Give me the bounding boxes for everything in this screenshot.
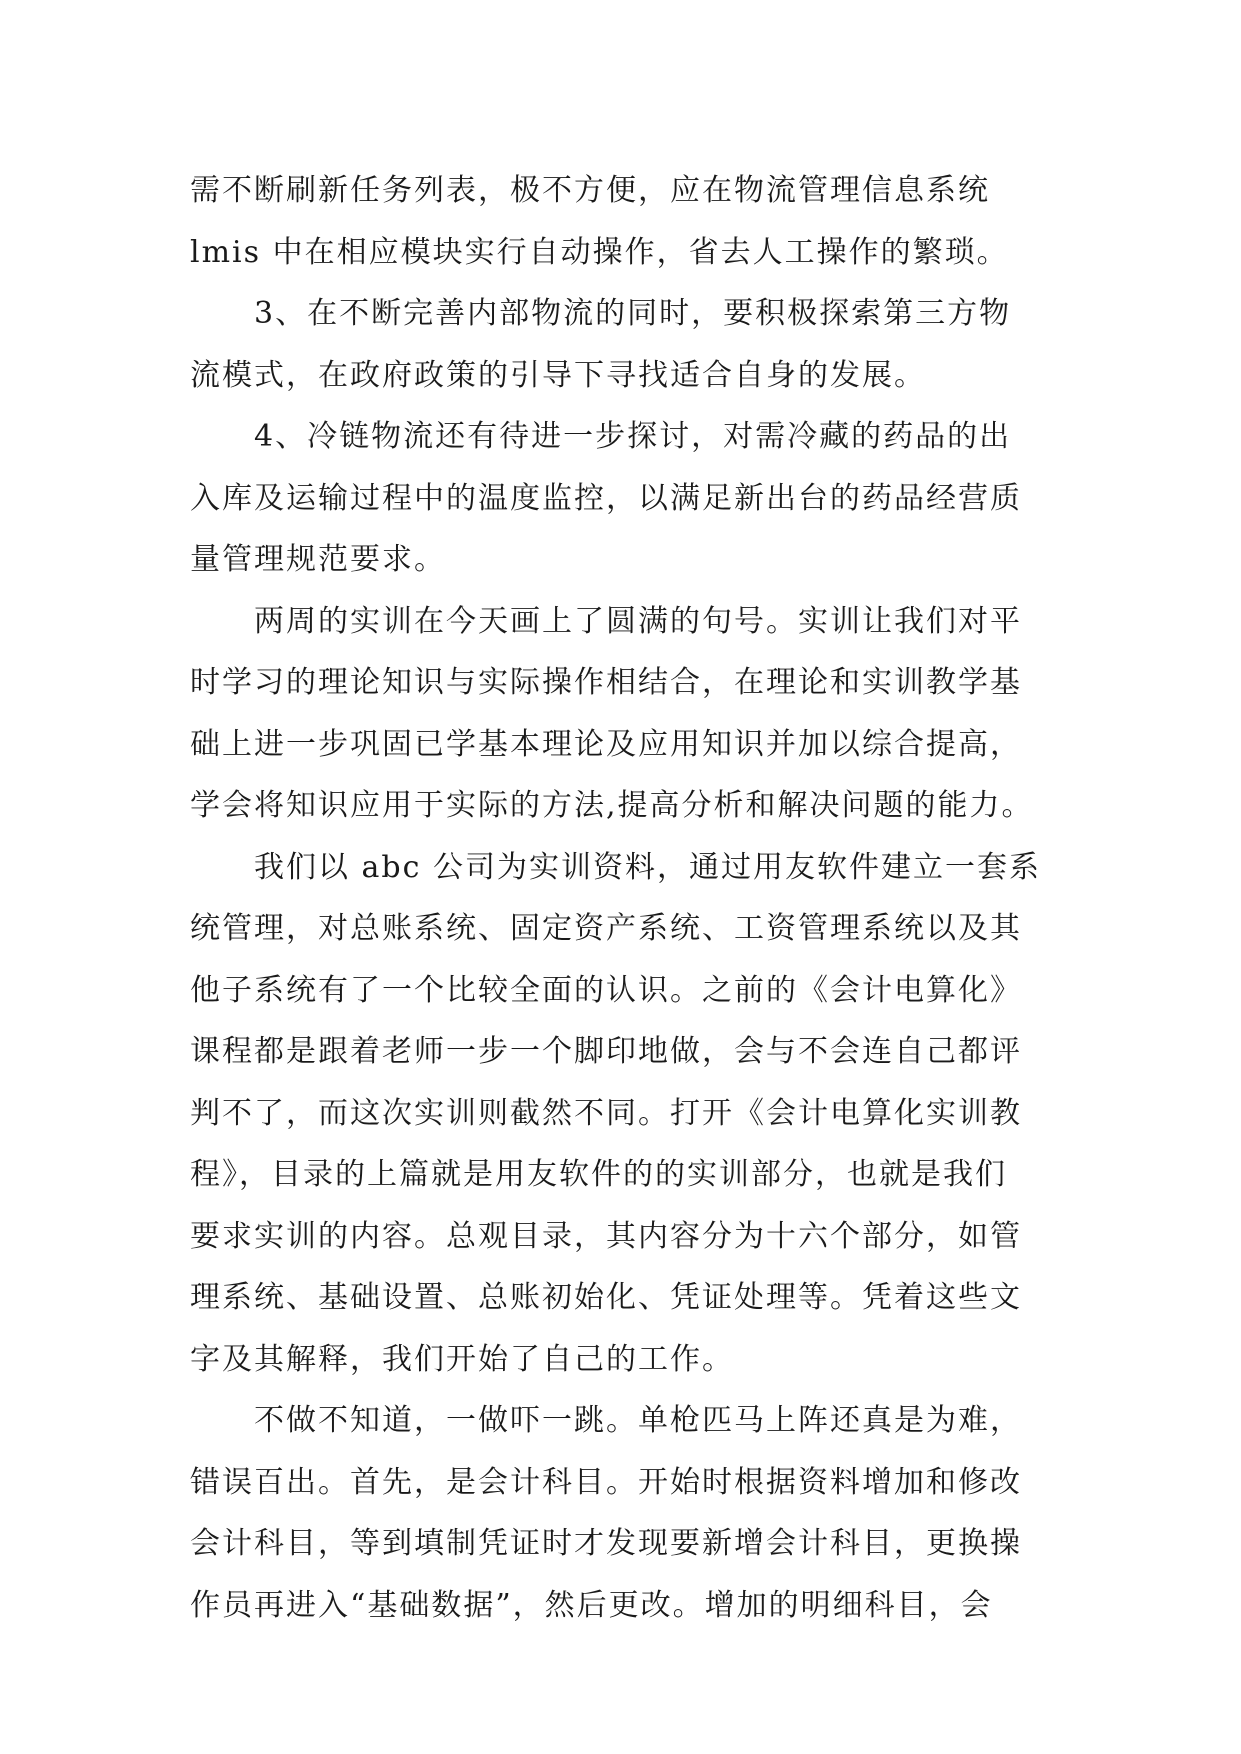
text-line: 要求实训的内容。总观目录，其内容分为十六个部分，如管 [190, 1218, 1022, 1254]
text-line: 4、冷链物流还有待进一步探讨，对需冷藏的药品的出 [254, 419, 1012, 454]
text-line: lmis 中在相应模块实行自动操作，省去人工操作的繁琐。 [190, 234, 1009, 270]
text-line: 理系统、基础设置、总账初始化、凭证处理等。凭着这些文 [190, 1280, 1022, 1315]
text-line: 程》，目录的上篇就是用友软件的的实训部分，也就是我们 [190, 1157, 1007, 1192]
text-line: 入库及运输过程中的温度监控，以满足新出台的药品经营质 [190, 480, 1022, 516]
text-line: 3、在不断完善内部物流的同时，要积极探索第三方物 [254, 296, 1012, 331]
text-line: 作员再进入“基础数据”，然后更改。增加的明细科目，会 [190, 1587, 993, 1623]
text-line: 我们以 abc 公司为实训资料，通过用友软件建立一套系 [254, 849, 1041, 885]
text-line: 他子系统有了一个比较全面的认识。之前的《会计电算化》 [190, 972, 1022, 1008]
text-line: 统管理，对总账系统、固定资产系统、工资管理系统以及其 [190, 911, 1022, 946]
text-line: 字及其解释，我们开始了自己的工作。 [190, 1341, 734, 1377]
text-line: 错误百出。首先，是会计科目。开始时根据资料增加和修改 [190, 1464, 1022, 1500]
text-line: 需不断刷新任务列表，极不方便，应在物流管理信息系统 [190, 173, 990, 208]
text-line: 两周的实训在今天画上了圆满的句号。实训让我们对平 [254, 603, 1022, 639]
text-line: 础上进一步巩固已学基本理论及应用知识并加以综合提高， [190, 726, 1022, 762]
text-line: 量管理规范要求。 [190, 542, 446, 577]
text-line: 学会将知识应用于实际的方法,提高分析和解决问题的能力。 [190, 788, 1034, 823]
text-line: 课程都是跟着老师一步一个脚印地做，会与不会连自己都评 [190, 1034, 1022, 1069]
text-line: 时学习的理论知识与实际操作相结合，在理论和实训教学基 [190, 665, 1022, 700]
body-text [190, 160, 1050, 1636]
text-line: 判不了，而这次实训则截然不同。打开《会计电算化实训教 [190, 1095, 1022, 1131]
text-line: 流模式，在政府政策的引导下寻找适合自身的发展。 [190, 357, 926, 393]
text-line: 不做不知道，一做吓一跳。单枪匹马上阵还真是为难， [254, 1403, 1022, 1438]
text-line: 会计科目，等到填制凭证时才发现要新增会计科目，更换操 [190, 1526, 1022, 1561]
